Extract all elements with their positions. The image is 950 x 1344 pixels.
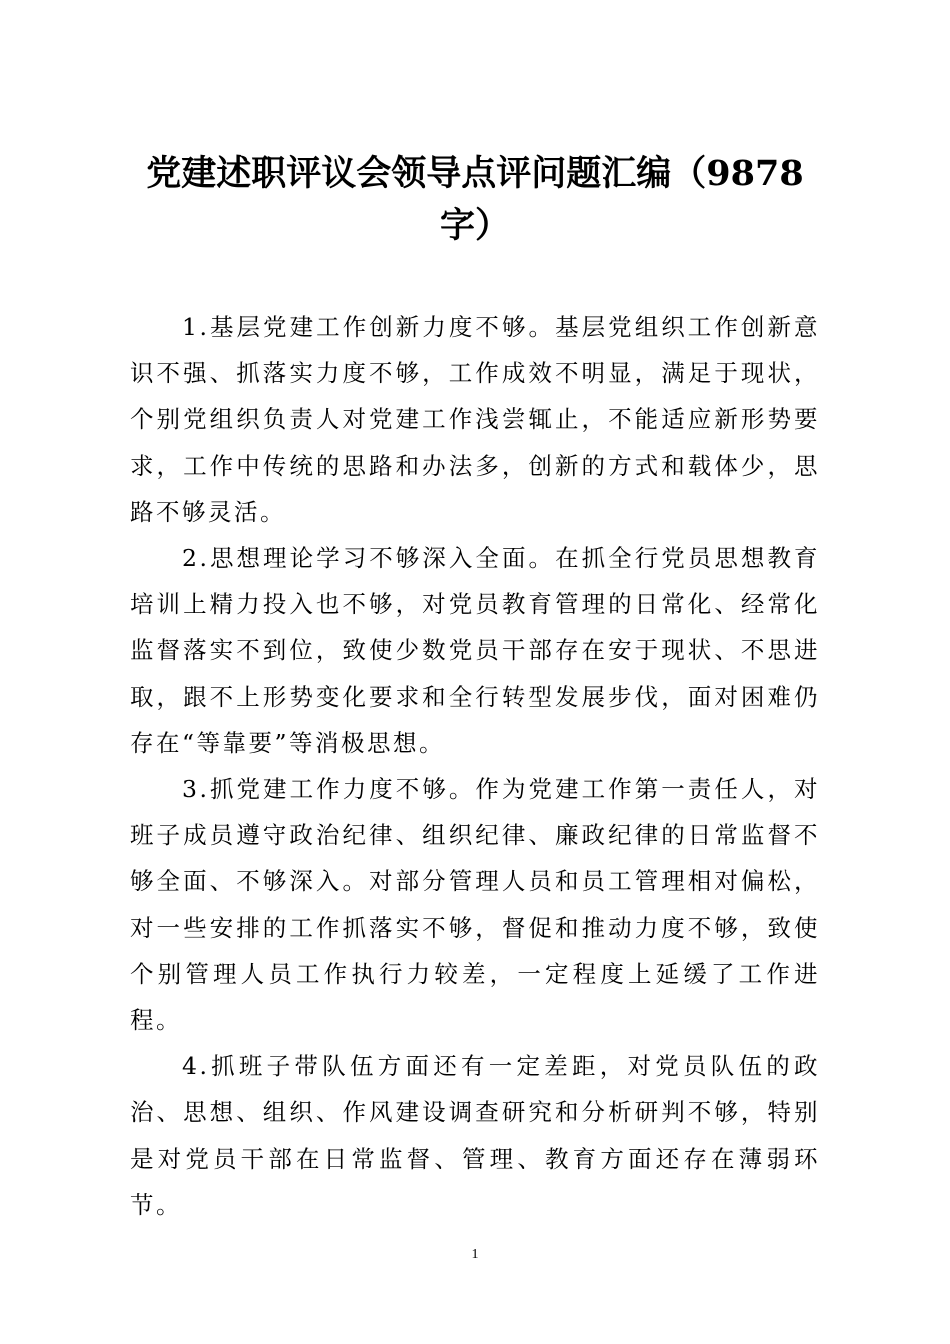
paragraph-4: 4.抓班子带队伍方面还有一定差距，对党员队伍的政治、思想、组织、作风建设调查研究和分析研判不够，特别是对党员干部在日常监督、管理、教育方面还存在薄弱环节。 bbox=[130, 1052, 820, 1219]
document-body bbox=[130, 304, 820, 1228]
document-title: 党建述职评议会领导点评问题汇编（9878字） bbox=[146, 153, 804, 246]
paragraph-3: 3.抓党建工作力度不够。作为党建工作第一责任人，对班子成员遵守政治纪律、组织纪律、廉政纪律的日常监督不够全面、不够深入。对部分管理人员和员工管理相对偏松，对一些安排的工作抓落实不够，督促和推动力度不够，致使个别管理人员工作执行力较差，一定程度上延缓了工作进程。 bbox=[130, 775, 820, 1035]
page-number: 1 bbox=[471, 1247, 479, 1262]
paragraph-2: 2.思想理论学习不够深入全面。在抓全行党员思想教育培训上精力投入也不够，对党员教育管理的日常化、经常化监督落实不到位，致使少数党员干部存在安于现状、不思进取，跟不上形势变化要求和全行转型发展步伐，面对困难仍存在“等靠要”等消极思想。 bbox=[130, 544, 820, 757]
paragraph-1: 1.基层党建工作创新力度不够。基层党组织工作创新意识不强、抓落实力度不够，工作成效不明显，满足于现状，个别党组织负责人对党建工作浅尝辄止，不能适应新形势要求，工作中传统的思路和办法多，创新的方式和载体少，思路不够灵活。 bbox=[130, 313, 820, 526]
